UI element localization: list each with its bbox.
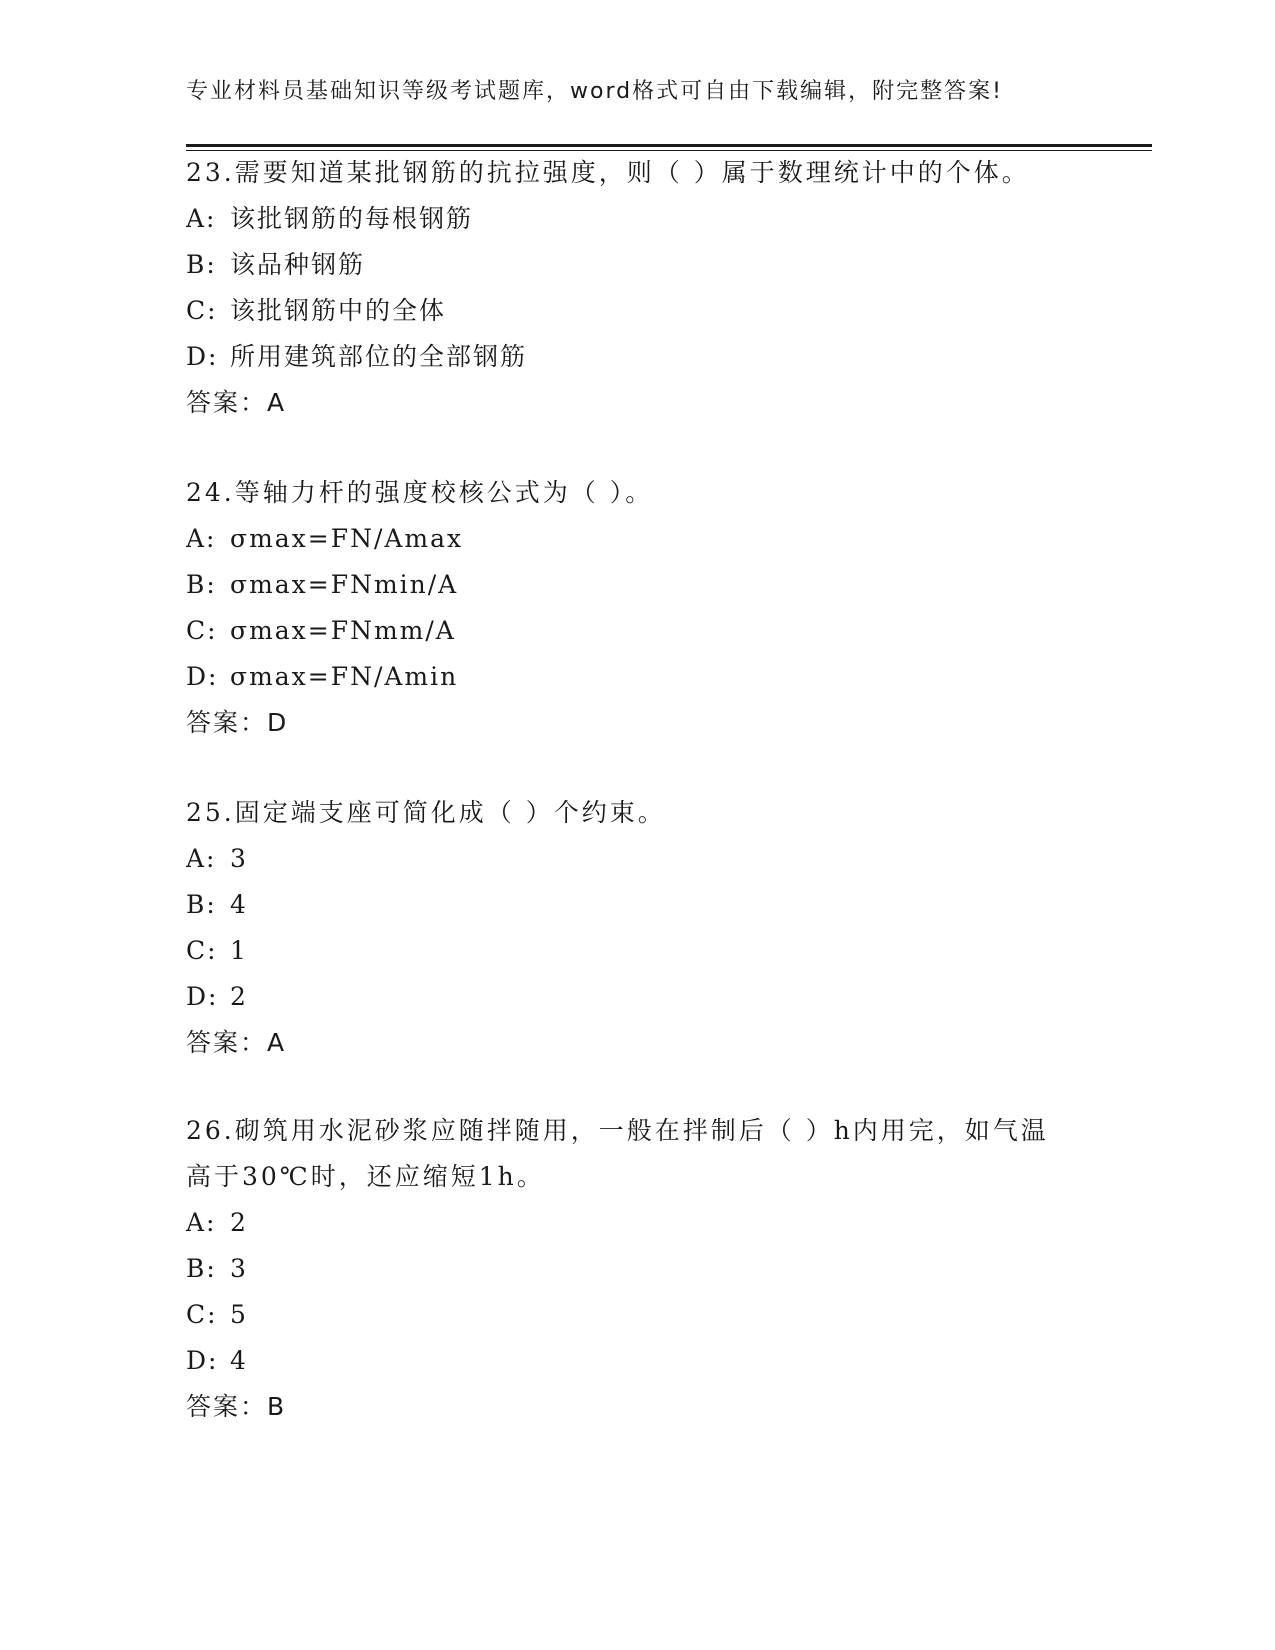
option-text: 2 [230,982,248,1011]
option-text: 该批钢筋中的全体 [230,296,447,325]
option-d [186,334,1086,380]
option-label: C: [186,936,218,965]
option-b [186,242,1086,288]
option-text: 3 [230,1254,248,1283]
option-c [186,608,1086,654]
option-text: σmax=FN/Amax [230,524,464,553]
option-c [186,288,1086,334]
option-label: B: [186,250,217,279]
option-label: A: [186,524,217,553]
question-23 [186,150,1086,426]
option-text: 3 [230,844,248,873]
question-stem: 26.砌筑用水泥砂浆应随拌随用，一般在拌制后（ ）h内用完，如气温高于30℃时，还应缩短1h。 [186,1116,1049,1191]
option-text: σmax=FNmin/A [230,570,459,599]
option-label: D: [186,1346,219,1375]
option-text: 1 [230,936,248,965]
question-25 [186,790,1086,1066]
option-text: σmax=FN/Amin [230,662,459,691]
question-24 [186,470,1086,746]
option-b [186,1246,1066,1292]
option-text: 5 [230,1300,248,1329]
option-d [186,974,1086,1020]
option-label: B: [186,890,217,919]
answer: 答案：B [186,1392,287,1421]
option-label: C: [186,296,218,325]
option-label: A: [186,844,217,873]
option-d [186,1338,1066,1384]
question-stem: 25.固定端支座可简化成（ ）个约束。 [186,798,666,827]
option-a [186,516,1086,562]
answer: 答案：D [186,708,289,737]
option-label: A: [186,1208,217,1237]
option-label: B: [186,570,217,599]
option-text: 4 [230,890,248,919]
question-stem: 23.需要知道某批钢筋的抗拉强度，则（ ）属于数理统计中的个体。 [186,158,1030,187]
option-d [186,654,1086,700]
option-label: D: [186,342,219,371]
question-26 [186,1108,1066,1430]
question-stem: 24.等轴力杆的强度校核公式为（ ）。 [186,478,654,507]
option-text: 该品种钢筋 [230,250,366,279]
answer: 答案：A [186,1028,287,1057]
option-c [186,928,1086,974]
option-a [186,836,1086,882]
option-text: 4 [230,1346,248,1375]
option-label: C: [186,616,218,645]
document-header: 专业材料员基础知识等级考试题库，word格式可自由下载编辑，附完整答案! [186,79,1003,104]
option-text: σmax=FNmm/A [230,616,456,645]
answer: 答案：A [186,388,287,417]
option-b [186,882,1086,928]
header-rule-thick [186,144,1152,147]
option-a [186,1200,1066,1246]
option-b [186,562,1086,608]
option-text: 2 [230,1208,248,1237]
option-label: C: [186,1300,218,1329]
option-text: 所用建筑部位的全部钢筋 [230,342,528,371]
option-label: A: [186,204,217,233]
option-text: 该批钢筋的每根钢筋 [230,204,474,233]
option-a [186,196,1086,242]
option-c [186,1292,1066,1338]
option-label: D: [186,982,219,1011]
option-label: B: [186,1254,217,1283]
option-label: D: [186,662,219,691]
